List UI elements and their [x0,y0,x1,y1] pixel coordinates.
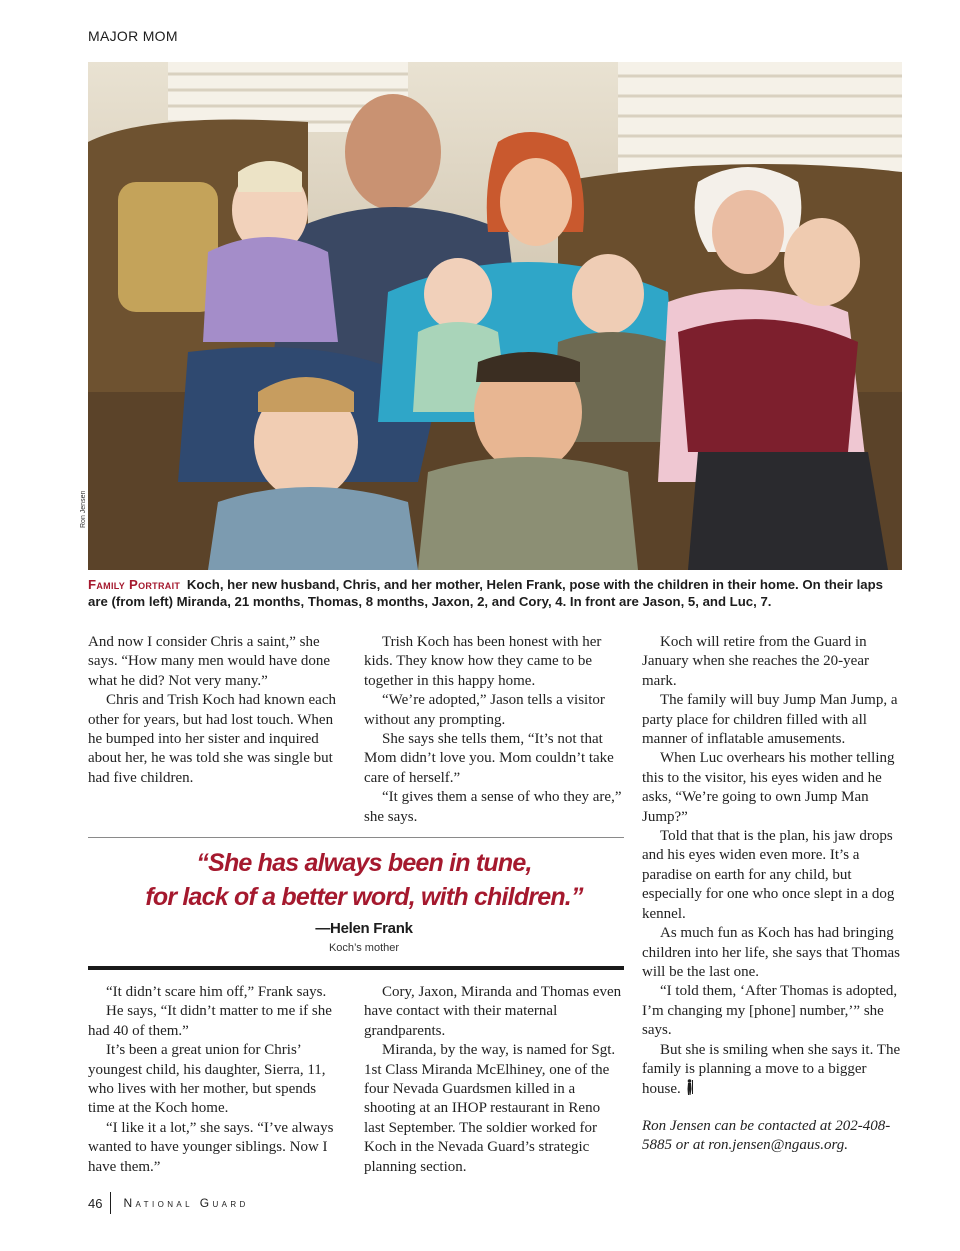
page-footer [88,1192,249,1214]
footer-divider [110,1192,111,1214]
paragraph: She says she tells them, “It’s not that Mom didn’t love you. Mom couldn’t take care of herself.” [364,731,614,786]
paragraph-text: But she is smiling when she says it. The family is planning a move to a bigger house. [642,1041,901,1098]
paragraph: Cory, Jaxon, Miranda and Thomas even have contact with their maternal grandparents. [364,984,622,1039]
pull-quote [88,846,640,914]
section-label: MAJOR MOM [88,28,178,44]
upper-column-2 [364,633,622,827]
paragraph: The family will buy Jump Man Jump, a party place for children filled with all manner of inflatable amusements. [642,692,898,748]
author-contact-note: Ron Jensen can be contacted at 202-408-5885 or at ron.jensen@ngaus.org. [642,1117,891,1154]
paragraph: Chris and Trish Koch had known each other for years, but had lost touch. When he bumped into her sister and inquired about her, he was told she was single but had five children. [88,692,336,786]
paragraph: He says, “It didn’t matter to me if she had 40 of them.” [88,1003,332,1039]
paragraph: “I like it a lot,” she says. “I’ve always wanted to have younger siblings. Now I have them.” [88,1119,334,1175]
last-paragraph [642,1041,904,1100]
paragraph: It’s been a great union for Chris’ youngest child, his daughter, Sierra, 11, who lives with her mother, but spends time at the Koch home. [88,1042,326,1117]
paragraph: Miranda, by the way, is named for Sgt. 1st Class Miranda McElhiney, one of the four Nevada Guardsmen killed in a shooting at an IHOP restaurant in Reno last September. The soldier worked for Koch in the Nevada Guard’s strategic planning section. [364,1042,616,1175]
minuteman-icon [685,1079,694,1095]
paragraph: When Luc overhears his mother telling this to the visitor, his eyes widen and he asks, “We’re going to own Jump Man Jump?” [642,750,895,825]
right-column [642,633,904,1156]
page-number: 46 [88,1195,103,1211]
magazine-name: National Guard [123,1196,249,1210]
photo-caption [88,576,904,610]
lower-column-1 [88,983,340,1177]
pullquote-top-rule [88,837,624,838]
pull-quote-author-role: Koch’s mother [328,942,400,954]
family-portrait-photo [88,62,902,570]
paragraph: “It didn’t scare him off,” Frank says. [106,984,327,1000]
pull-quote-line-2: for lack of a better word, with children.” [145,883,583,911]
pullquote-bottom-rule [88,966,624,970]
paragraph: “I told them, ‘After Thomas is adopted, I’m changing my [phone] number,’” she says. [642,983,898,1039]
paragraph: “It gives them a sense of who they are,” she says. [364,789,622,825]
paragraph: As much fun as Koch has had bringing children into her life, she says that Thomas will be the last one. [642,925,900,980]
caption-text: Koch, her new husband, Chris, and her mother, Helen Frank, pose with the children in their home. On their laps are (from left) Miranda, 21 months, Thomas, 8 months, Jaxon, 2, and Cory, 4. In front are Jason, 5, and Luc, 7. [88,577,883,609]
pull-quote-author: —Helen Frank [315,920,413,937]
paragraph: Told that that is the plan, his jaw drops and his eyes widen even more. It’s a paradise on earth for any child, but especially for one who once slept in a dog kennel. [642,828,895,922]
paragraph: Trish Koch has been honest with her kids. They know how they came to be together in this happy home. [364,634,602,689]
photo-credit: Ron Jensen [80,490,87,528]
upper-column-1 [88,633,340,788]
paragraph: And now I consider Chris a saint,” she says. “How many men would have done what he did? Not very many.” [88,634,331,689]
lower-column-2 [364,983,622,1177]
caption-kicker: Family Portrait [88,577,181,592]
pull-quote-line-1: “She has always been in tune, [196,849,532,877]
paragraph: “We’re adopted,” Jason tells a visitor without any prompting. [364,692,605,728]
paragraph: Koch will retire from the Guard in January when she reaches the 20-year mark. [642,634,869,689]
